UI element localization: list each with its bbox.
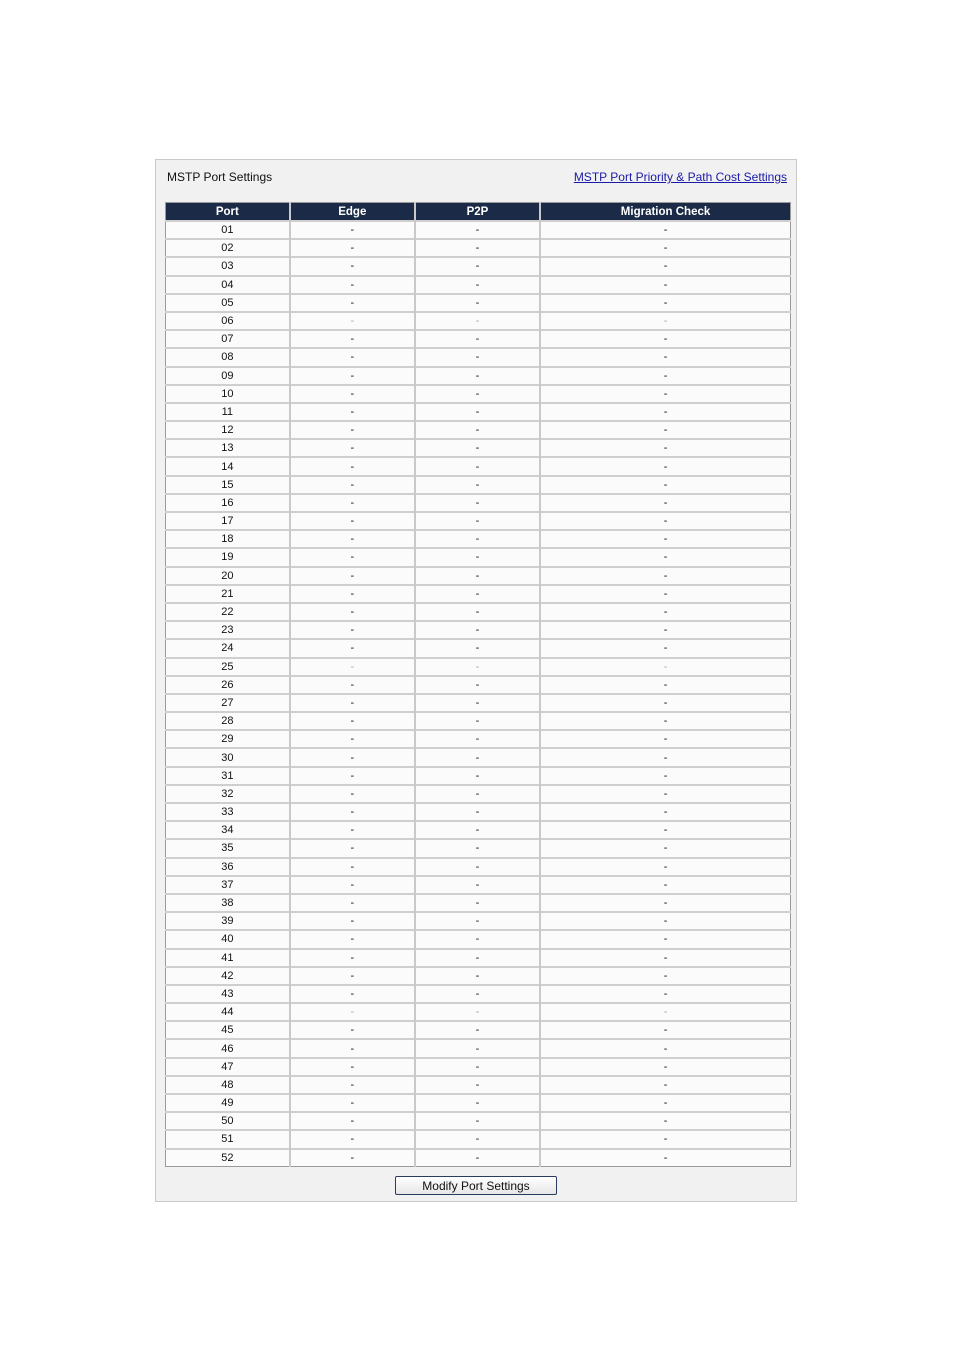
edge-cell: - <box>290 1076 415 1094</box>
p2p-cell: - <box>415 567 540 585</box>
migration-check-cell: - <box>540 476 790 494</box>
p2p-cell: - <box>415 912 540 930</box>
header-migration-check: Migration Check <box>540 203 790 222</box>
migration-check-cell: - <box>540 803 790 821</box>
edge-cell: - <box>290 803 415 821</box>
table-row[interactable] <box>166 694 791 712</box>
panel-title: MSTP Port Settings <box>167 170 273 184</box>
edge-cell: - <box>290 712 415 730</box>
header-p2p: P2P <box>415 203 540 222</box>
port-cell: 08 <box>166 348 290 366</box>
edge-cell: - <box>290 839 415 857</box>
edge-cell: - <box>290 930 415 948</box>
edge-cell: - <box>290 567 415 585</box>
edge-cell: - <box>290 439 415 457</box>
port-cell: 09 <box>166 367 290 385</box>
migration-check-cell: - <box>540 694 790 712</box>
table-row[interactable] <box>166 803 791 821</box>
table-row[interactable] <box>166 748 791 766</box>
p2p-cell: - <box>415 748 540 766</box>
edge-cell: - <box>290 1130 415 1148</box>
port-cell: 37 <box>166 876 290 894</box>
table-header-row <box>166 203 791 222</box>
port-cell: 47 <box>166 1058 290 1076</box>
p2p-cell: - <box>415 221 540 239</box>
p2p-cell: - <box>415 1076 540 1094</box>
p2p-cell: - <box>415 494 540 512</box>
port-cell: 44 <box>166 1003 290 1021</box>
table-row[interactable] <box>166 1149 791 1167</box>
port-cell: 39 <box>166 912 290 930</box>
table-row[interactable] <box>166 839 791 857</box>
p2p-cell: - <box>415 385 540 403</box>
migration-check-cell: - <box>540 967 790 985</box>
edge-cell: - <box>290 512 415 530</box>
migration-check-cell: - <box>540 1130 790 1148</box>
table-row[interactable] <box>166 785 791 803</box>
p2p-cell: - <box>415 621 540 639</box>
button-row <box>156 1176 796 1195</box>
edge-cell: - <box>290 476 415 494</box>
p2p-cell: - <box>415 803 540 821</box>
table-row[interactable] <box>166 439 791 457</box>
table-row[interactable] <box>166 548 791 566</box>
p2p-cell: - <box>415 1039 540 1057</box>
port-cell: 31 <box>166 767 290 785</box>
table-row[interactable] <box>166 421 791 439</box>
p2p-cell: - <box>415 530 540 548</box>
port-cell: 50 <box>166 1112 290 1130</box>
table-row[interactable] <box>166 1003 791 1021</box>
table-row[interactable] <box>166 658 791 676</box>
migration-check-cell: - <box>540 294 790 312</box>
table-row[interactable] <box>166 1076 791 1094</box>
migration-check-cell: - <box>540 912 790 930</box>
edge-cell: - <box>290 858 415 876</box>
edge-cell: - <box>290 530 415 548</box>
migration-check-cell: - <box>540 785 790 803</box>
p2p-cell: - <box>415 367 540 385</box>
table-row[interactable] <box>166 585 791 603</box>
migration-check-cell: - <box>540 894 790 912</box>
port-cell: 49 <box>166 1094 290 1112</box>
p2p-cell: - <box>415 276 540 294</box>
migration-check-cell: - <box>540 985 790 1003</box>
migration-check-cell: - <box>540 876 790 894</box>
table-row[interactable] <box>166 494 791 512</box>
p2p-cell: - <box>415 1058 540 1076</box>
edge-cell: - <box>290 1003 415 1021</box>
port-cell: 38 <box>166 894 290 912</box>
table-row[interactable] <box>166 476 791 494</box>
table-row[interactable] <box>166 276 791 294</box>
p2p-cell: - <box>415 694 540 712</box>
migration-check-cell: - <box>540 367 790 385</box>
table-row[interactable] <box>166 676 791 694</box>
table-row[interactable] <box>166 912 791 930</box>
edge-cell: - <box>290 294 415 312</box>
migration-check-cell: - <box>540 1021 790 1039</box>
port-cell: 02 <box>166 239 290 257</box>
port-cell: 22 <box>166 603 290 621</box>
edge-cell: - <box>290 876 415 894</box>
p2p-cell: - <box>415 639 540 657</box>
edge-cell: - <box>290 658 415 676</box>
p2p-cell: - <box>415 512 540 530</box>
p2p-cell: - <box>415 712 540 730</box>
p2p-cell: - <box>415 658 540 676</box>
table-row[interactable] <box>166 949 791 967</box>
header-port: Port <box>166 203 290 222</box>
migration-check-cell: - <box>540 585 790 603</box>
p2p-cell: - <box>415 348 540 366</box>
port-cell: 23 <box>166 621 290 639</box>
table-row[interactable] <box>166 330 791 348</box>
table-row[interactable] <box>166 1094 791 1112</box>
p2p-cell: - <box>415 821 540 839</box>
port-cell: 48 <box>166 1076 290 1094</box>
edge-cell: - <box>290 276 415 294</box>
edge-cell: - <box>290 1021 415 1039</box>
table-row[interactable] <box>166 767 791 785</box>
port-cell: 28 <box>166 712 290 730</box>
port-cell: 52 <box>166 1149 290 1167</box>
migration-check-cell: - <box>540 548 790 566</box>
p2p-cell: - <box>415 1112 540 1130</box>
migration-check-cell: - <box>540 348 790 366</box>
edge-cell: - <box>290 348 415 366</box>
p2p-cell: - <box>415 839 540 857</box>
port-cell: 24 <box>166 639 290 657</box>
migration-check-cell: - <box>540 1149 790 1167</box>
migration-check-cell: - <box>540 239 790 257</box>
p2p-cell: - <box>415 767 540 785</box>
table-row[interactable] <box>166 403 791 421</box>
migration-check-cell: - <box>540 1003 790 1021</box>
table-row[interactable] <box>166 385 791 403</box>
table-row[interactable] <box>166 730 791 748</box>
table-row[interactable] <box>166 530 791 548</box>
table-row[interactable] <box>166 512 791 530</box>
table-row[interactable] <box>166 567 791 585</box>
p2p-cell: - <box>415 676 540 694</box>
table-row[interactable] <box>166 367 791 385</box>
migration-check-cell: - <box>540 330 790 348</box>
edge-cell: - <box>290 330 415 348</box>
port-cell: 01 <box>166 221 290 239</box>
p2p-cell: - <box>415 949 540 967</box>
table-row[interactable] <box>166 457 791 475</box>
p2p-cell: - <box>415 930 540 948</box>
table-row[interactable] <box>166 348 791 366</box>
edge-cell: - <box>290 548 415 566</box>
edge-cell: - <box>290 257 415 275</box>
p2p-cell: - <box>415 967 540 985</box>
edge-cell: - <box>290 748 415 766</box>
port-cell: 17 <box>166 512 290 530</box>
p2p-cell: - <box>415 1094 540 1112</box>
table-row[interactable] <box>166 821 791 839</box>
port-cell: 04 <box>166 276 290 294</box>
p2p-cell: - <box>415 403 540 421</box>
edge-cell: - <box>290 1039 415 1057</box>
p2p-cell: - <box>415 257 540 275</box>
p2p-cell: - <box>415 876 540 894</box>
edge-cell: - <box>290 457 415 475</box>
migration-check-cell: - <box>540 839 790 857</box>
port-cell: 11 <box>166 403 290 421</box>
p2p-cell: - <box>415 239 540 257</box>
table-row[interactable] <box>166 603 791 621</box>
port-cell: 21 <box>166 585 290 603</box>
edge-cell: - <box>290 1112 415 1130</box>
edge-cell: - <box>290 894 415 912</box>
edge-cell: - <box>290 821 415 839</box>
modify-port-settings-button[interactable]: Modify Port Settings <box>395 1176 557 1195</box>
mstp-port-settings-panel <box>155 159 797 1202</box>
p2p-cell: - <box>415 421 540 439</box>
migration-check-cell: - <box>540 1058 790 1076</box>
table-row[interactable] <box>166 221 791 239</box>
migration-check-cell: - <box>540 748 790 766</box>
migration-check-cell: - <box>540 312 790 330</box>
p2p-cell: - <box>415 294 540 312</box>
migration-check-cell: - <box>540 930 790 948</box>
edge-cell: - <box>290 985 415 1003</box>
port-cell: 27 <box>166 694 290 712</box>
p2p-cell: - <box>415 457 540 475</box>
table-row[interactable] <box>166 967 791 985</box>
edge-cell: - <box>290 385 415 403</box>
migration-check-cell: - <box>540 621 790 639</box>
table-row[interactable] <box>166 1039 791 1057</box>
port-cell: 13 <box>166 439 290 457</box>
migration-check-cell: - <box>540 439 790 457</box>
port-settings-table <box>165 202 791 1167</box>
migration-check-cell: - <box>540 221 790 239</box>
p2p-cell: - <box>415 312 540 330</box>
table-row[interactable] <box>166 985 791 1003</box>
port-cell: 46 <box>166 1039 290 1057</box>
table-row[interactable] <box>166 639 791 657</box>
port-cell: 12 <box>166 421 290 439</box>
port-cell: 26 <box>166 676 290 694</box>
port-cell: 43 <box>166 985 290 1003</box>
table-row[interactable] <box>166 930 791 948</box>
table-row[interactable] <box>166 1112 791 1130</box>
p2p-cell: - <box>415 894 540 912</box>
port-cell: 19 <box>166 548 290 566</box>
port-cell: 30 <box>166 748 290 766</box>
migration-check-cell: - <box>540 385 790 403</box>
edge-cell: - <box>290 1058 415 1076</box>
port-cell: 06 <box>166 312 290 330</box>
edge-cell: - <box>290 912 415 930</box>
header-edge: Edge <box>290 203 415 222</box>
port-cell: 45 <box>166 1021 290 1039</box>
table-row[interactable] <box>166 876 791 894</box>
port-cell: 25 <box>166 658 290 676</box>
migration-check-cell: - <box>540 512 790 530</box>
edge-cell: - <box>290 221 415 239</box>
port-cell: 14 <box>166 457 290 475</box>
p2p-cell: - <box>415 1130 540 1148</box>
table-row[interactable] <box>166 1058 791 1076</box>
p2p-cell: - <box>415 439 540 457</box>
migration-check-cell: - <box>540 658 790 676</box>
edge-cell: - <box>290 312 415 330</box>
port-cell: 03 <box>166 257 290 275</box>
migration-check-cell: - <box>540 1094 790 1112</box>
migration-check-cell: - <box>540 421 790 439</box>
edge-cell: - <box>290 785 415 803</box>
migration-check-cell: - <box>540 1112 790 1130</box>
port-cell: 51 <box>166 1130 290 1148</box>
p2p-cell: - <box>415 985 540 1003</box>
migration-check-cell: - <box>540 949 790 967</box>
migration-check-cell: - <box>540 257 790 275</box>
migration-check-cell: - <box>540 1039 790 1057</box>
p2p-cell: - <box>415 1149 540 1167</box>
table-row[interactable] <box>166 1130 791 1148</box>
edge-cell: - <box>290 949 415 967</box>
table-row[interactable] <box>166 257 791 275</box>
port-cell: 33 <box>166 803 290 821</box>
migration-check-cell: - <box>540 494 790 512</box>
port-cell: 32 <box>166 785 290 803</box>
port-cell: 29 <box>166 730 290 748</box>
port-cell: 42 <box>166 967 290 985</box>
table-row[interactable] <box>166 1021 791 1039</box>
migration-check-cell: - <box>540 276 790 294</box>
edge-cell: - <box>290 494 415 512</box>
table-row[interactable] <box>166 239 791 257</box>
port-cell: 34 <box>166 821 290 839</box>
port-cell: 36 <box>166 858 290 876</box>
table-row[interactable] <box>166 712 791 730</box>
port-cell: 15 <box>166 476 290 494</box>
port-cell: 35 <box>166 839 290 857</box>
migration-check-cell: - <box>540 858 790 876</box>
port-cell: 40 <box>166 930 290 948</box>
migration-check-cell: - <box>540 603 790 621</box>
port-cell: 07 <box>166 330 290 348</box>
edge-cell: - <box>290 367 415 385</box>
p2p-cell: - <box>415 603 540 621</box>
p2p-cell: - <box>415 476 540 494</box>
migration-check-cell: - <box>540 403 790 421</box>
edge-cell: - <box>290 694 415 712</box>
migration-check-cell: - <box>540 567 790 585</box>
table-row[interactable] <box>166 621 791 639</box>
p2p-cell: - <box>415 330 540 348</box>
migration-check-cell: - <box>540 639 790 657</box>
port-cell: 41 <box>166 949 290 967</box>
edge-cell: - <box>290 676 415 694</box>
p2p-cell: - <box>415 785 540 803</box>
edge-cell: - <box>290 403 415 421</box>
migration-check-cell: - <box>540 457 790 475</box>
edge-cell: - <box>290 1094 415 1112</box>
edge-cell: - <box>290 603 415 621</box>
edge-cell: - <box>290 621 415 639</box>
port-cell: 20 <box>166 567 290 585</box>
p2p-cell: - <box>415 858 540 876</box>
migration-check-cell: - <box>540 530 790 548</box>
edge-cell: - <box>290 767 415 785</box>
port-cell: 18 <box>166 530 290 548</box>
table-row[interactable] <box>166 312 791 330</box>
migration-check-cell: - <box>540 821 790 839</box>
p2p-cell: - <box>415 1021 540 1039</box>
p2p-cell: - <box>415 548 540 566</box>
edge-cell: - <box>290 730 415 748</box>
migration-check-cell: - <box>540 1076 790 1094</box>
edge-cell: - <box>290 1149 415 1167</box>
edge-cell: - <box>290 639 415 657</box>
p2p-cell: - <box>415 585 540 603</box>
port-priority-path-cost-link[interactable]: MSTP Port Priority & Path Cost Settings <box>573 170 787 184</box>
port-cell: 16 <box>166 494 290 512</box>
table-row[interactable] <box>166 858 791 876</box>
table-row[interactable] <box>166 894 791 912</box>
p2p-cell: - <box>415 730 540 748</box>
edge-cell: - <box>290 239 415 257</box>
p2p-cell: - <box>415 1003 540 1021</box>
edge-cell: - <box>290 421 415 439</box>
migration-check-cell: - <box>540 730 790 748</box>
edge-cell: - <box>290 967 415 985</box>
migration-check-cell: - <box>540 676 790 694</box>
table-row[interactable] <box>166 294 791 312</box>
edge-cell: - <box>290 585 415 603</box>
port-cell: 05 <box>166 294 290 312</box>
migration-check-cell: - <box>540 712 790 730</box>
migration-check-cell: - <box>540 767 790 785</box>
port-cell: 10 <box>166 385 290 403</box>
